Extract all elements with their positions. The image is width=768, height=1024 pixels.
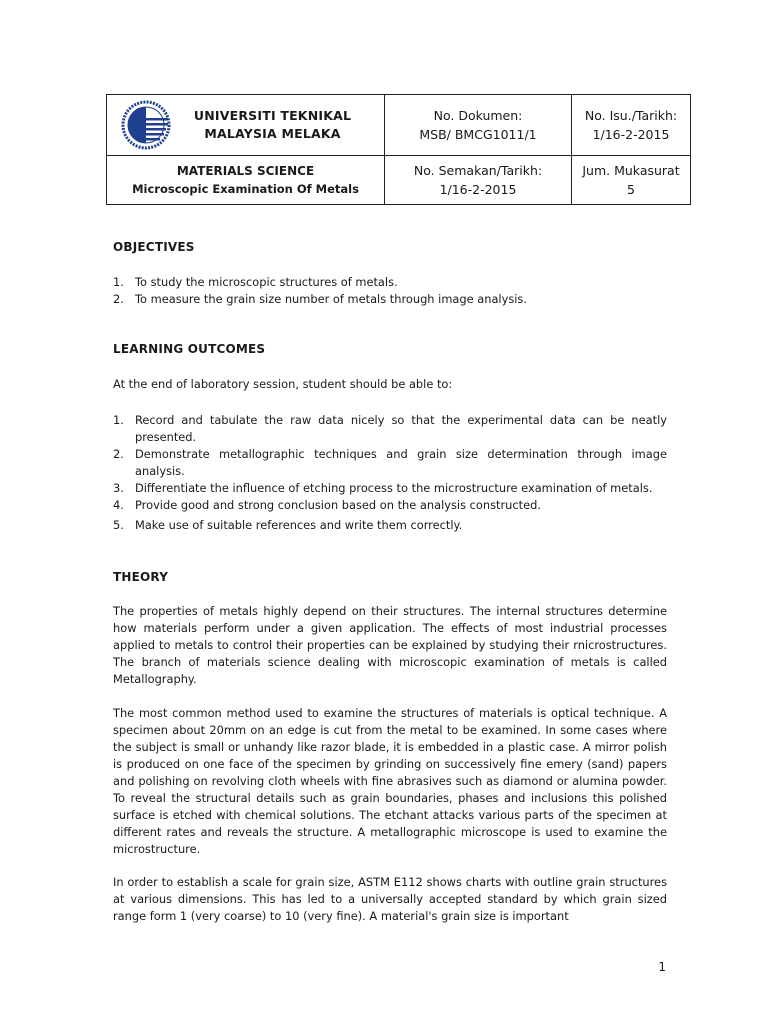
list-item: 4. Provide good and strong conclusion based on the analysis constructed.	[113, 498, 541, 512]
document-number-label: No. Dokumen:	[433, 108, 523, 123]
learning-outcomes-heading: LEARNING OUTCOMES	[113, 342, 266, 356]
objectives-heading: OBJECTIVES	[113, 240, 195, 254]
issue-cell	[572, 95, 690, 156]
document-number-cell	[385, 95, 572, 156]
page-count-cell	[572, 156, 690, 204]
list-item: 5. Make use of suitable references and write them correctly.	[113, 518, 463, 532]
subject-subtitle: Microscopic Examination Of Metals	[132, 182, 359, 196]
revision-label: No. Semakan/Tarikh:	[413, 163, 543, 178]
subject-title: MATERIALS SCIENCE	[176, 164, 315, 178]
learning-outcomes-intro: At the end of laboratory session, student should be able to:	[113, 377, 453, 391]
list-item: 2. To measure the grain size number of metals through image analysis.	[113, 292, 527, 306]
document-header-table	[106, 94, 691, 205]
page-count-label: Jum. Mukasurat	[582, 163, 680, 178]
list-item: 1. Record and tabulate the raw data nicely so that the experimental data can be neatly presented.	[113, 413, 667, 444]
university-name-line2: MALAYSIA MELAKA	[204, 126, 341, 141]
learning-outcomes-list	[113, 412, 667, 534]
list-item: 1. To study the microscopic structures of metals.	[113, 275, 398, 289]
university-name-line1: UNIVERSITI TEKNIKAL	[193, 108, 352, 123]
page-count-value: 5	[627, 182, 635, 197]
theory-paragraph-3: In order to establish a scale for grain size, ASTM E112 shows charts with outline grain structures at various dimensions. This has led to a universally accepted standard by which grain sized range form 1 (very coarse) to 10 (very fine). A material's grain size is important	[113, 875, 667, 923]
issue-value: 1/16-2-2015	[592, 127, 670, 142]
subject-cell	[107, 156, 385, 204]
revision-value: 1/16-2-2015	[439, 182, 517, 197]
theory-paragraph-2: The most common method used to examine the structures of materials is optical technique. A specimen about 20mm on an edge is cut from the metal to be examined. In some cases where the subject is small or unhandy like razor blade, it is embedded in a plastic case. A mirror polish is produced on one face of the specimen by grinding on successively fine emery (sand) papers and polishing on revolving cloth wheels with fine abrasives such as diamond or alumina powder. To reveal the structural details such as grain boundaries, phases and inclusions this polished surface is etched with chemical solutions. The etchant attacks various parts of the specimen at different rates and reveals the structure. A metallographic microscope is used to examine the microstructure.	[113, 706, 667, 856]
list-item: 3. Differentiate the influence of etching process to the microstructure examination of metals.	[113, 481, 653, 495]
university-name	[171, 107, 384, 143]
university-cell	[107, 95, 385, 156]
page-number: 1	[658, 960, 666, 974]
objectives-list	[113, 274, 667, 308]
theory-heading: THEORY	[113, 570, 169, 584]
document-number-value: MSB/ BMCG1011/1	[419, 127, 537, 142]
issue-label: No. Isu./Tarikh:	[584, 108, 678, 123]
list-item: 2. Demonstrate metallographic techniques and grain size determination through image analysis.	[113, 447, 667, 478]
theory-paragraph-1: The properties of metals highly depend on their structures. The internal structures determine how materials perform under a given application. The effects of most industrial processes applied to metals to control their properties can be explained by studying their rnicrostructures. The branch of materials science dealing with microscopic examination of metals is called Metallography.	[113, 604, 667, 686]
university-logo-icon	[121, 100, 171, 150]
revision-cell	[385, 156, 572, 204]
